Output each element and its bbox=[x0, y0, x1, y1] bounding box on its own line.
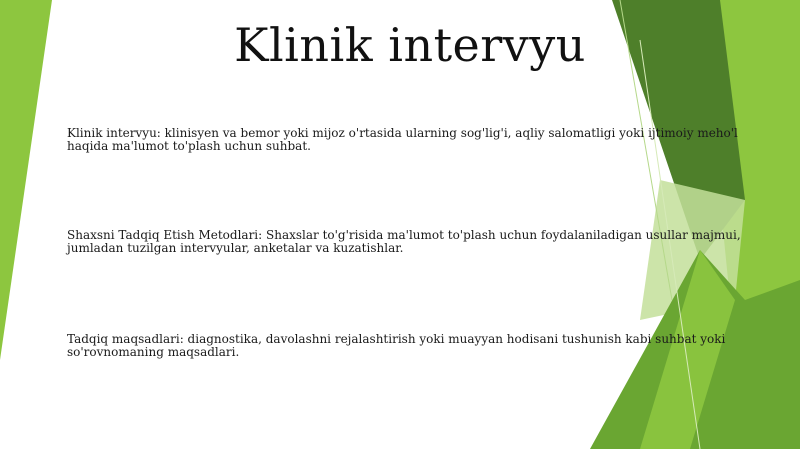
paragraph-clinical-interview: Klinik intervyu: klinisyen va bemor yoki mijoz o'rtasida ularning sog'lig'i, aqliy salomatligi yoki ijtimoiy meho'l haqida ma'lumot to'plash uchun suhbat. bbox=[67, 126, 738, 153]
left-accent-shape bbox=[0, 0, 52, 360]
paragraph-research-goals: Tadqiq maqsadlari: diagnostika, davolashni rejalashtirish yoki muayyan hodisani tushunish kabi suhbat yoki so'rovnomaning maqsadlari. bbox=[67, 332, 726, 359]
paragraph-personality-methods: Shaxsni Tadqiq Etish Metodlari: Shaxslar to'g'risida ma'lumot to'plash uchun foydalaniladigan usullar majmui, jumladan tuzilgan intervyular, anketalar va kuzatishlar. bbox=[67, 228, 741, 255]
slide-title: Klinik intervyu bbox=[234, 18, 586, 72]
